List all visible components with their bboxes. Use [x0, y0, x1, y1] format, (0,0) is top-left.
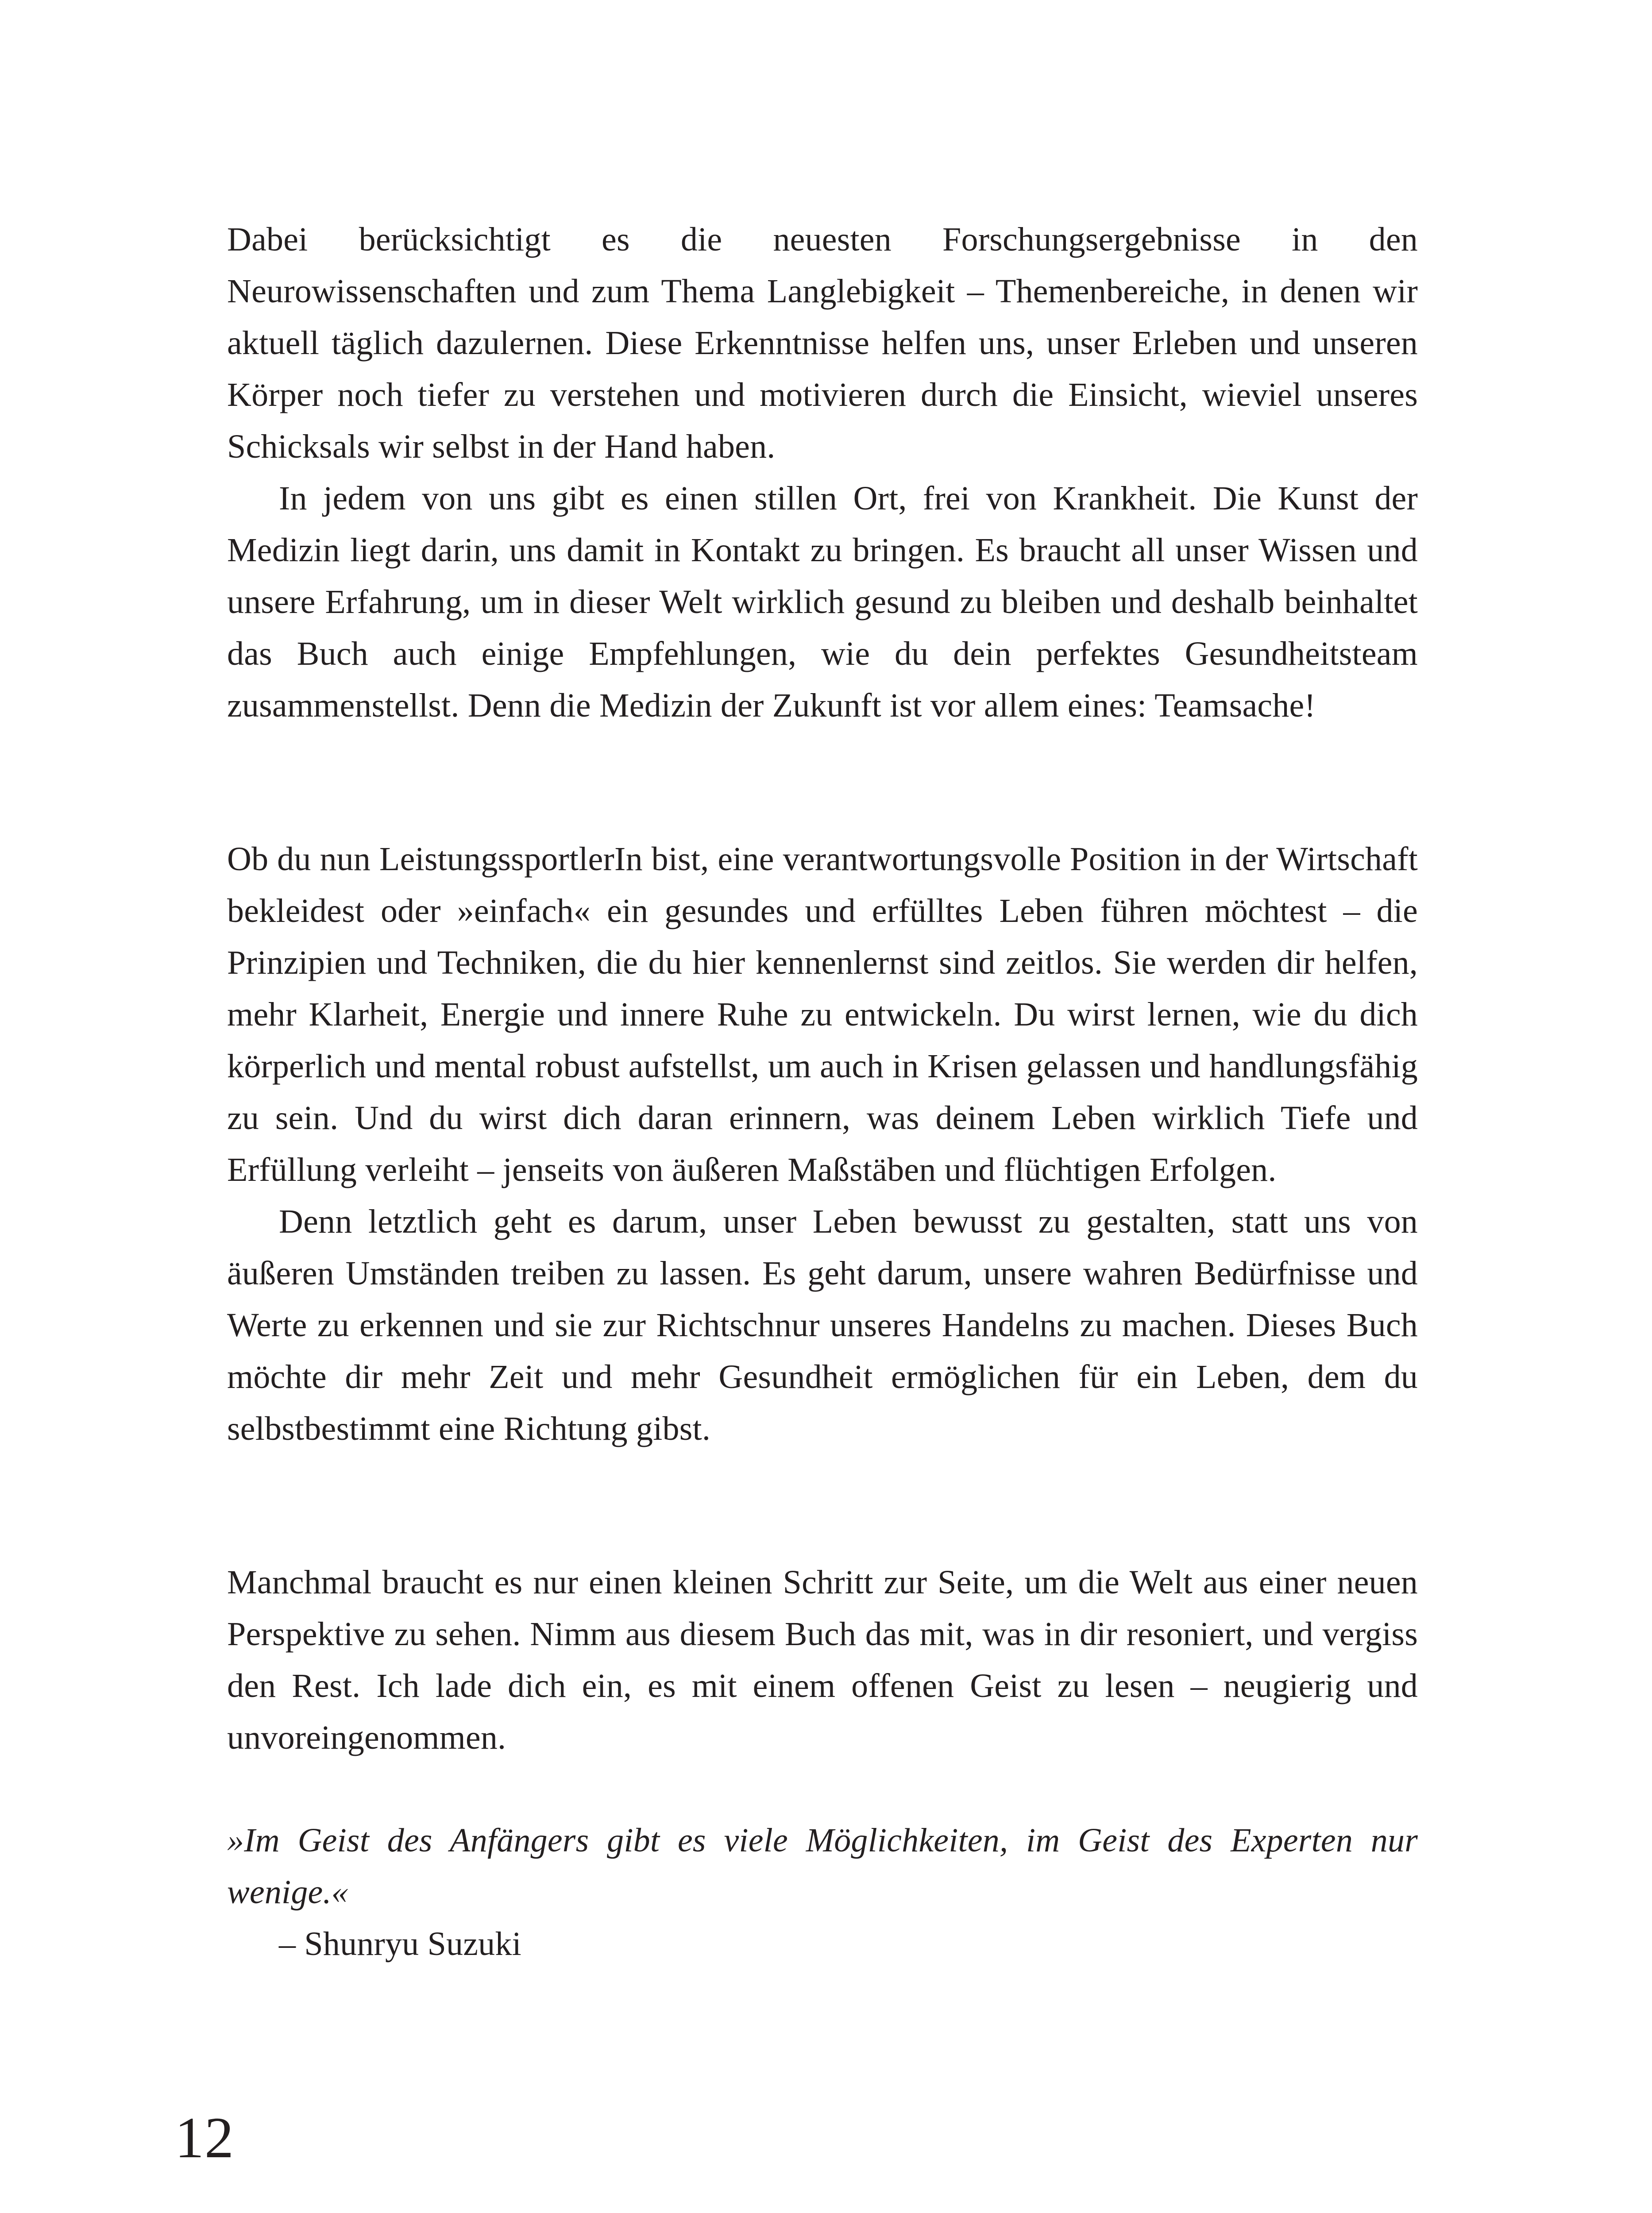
paragraph: Manchmal braucht es nur einen kleinen Schritt zur Seite, um die Welt aus einer neuen Perspektive zu sehen. Nimm aus diesem Buch das mit, was in dir resoniert, und vergiss den Rest. Ich lade dich ein, es mit einem offenen Geist zu lesen – neugierig und unvoreingenommen. [227, 1564, 1418, 1756]
quote-text: »Im Geist des Anfängers gibt es viele Möglichkeiten, im Geist des Experten nur wenige.« [227, 1822, 1418, 1911]
paragraph: Ob du nun LeistungssportlerIn bist, eine verantwortungsvolle Position in der Wirtschaft bekleidest oder »einfach« ein gesundes und erfülltes Leben führen möchtest – die Prinzipien und Techniken, die du hier kennenlernst sind zeitlos. Sie werden dir helfen, mehr Klarheit, Energie und innere Ruhe zu entwickeln. Du wirst lernen, wie du dich körperlich und mental robust aufstellst, um auch in Krisen gelassen und handlungsfähig zu sein. Und du wirst dich daran erinnern, was deinem Leben wirklich Tiefe und Erfüllung verleiht – jenseits von äußeren Maßstäben und flüchtigen Erfolgen. [227, 840, 1418, 1188]
text-section-2 [227, 833, 1418, 1455]
paragraph: Denn letztlich geht es darum, unser Leben bewusst zu gestalten, statt uns von äußeren Umständen treiben zu lassen. Es geht darum, unsere wahren Bedürfnisse und Werte zu erkennen und sie zur Richtschnur unseres Handelns zu machen. Dieses Buch möchte dir mehr Zeit und mehr Gesundheit ermöglichen für ein Leben, dem du selbstbestimmt eine Richtung gibst. [227, 1203, 1418, 1447]
text-section-3 [227, 1557, 1418, 1764]
page-number: 12 [175, 2105, 234, 2170]
paragraph: Dabei berücksichtigt es die neuesten Forschungsergebnisse in den Neurowissenschaften und zum Thema Langlebigkeit – Themenbereiche, in denen wir aktuell täglich dazulernen. Diese Erkenntnisse helfen uns, unser Erleben und unseren Körper noch tiefer zu verstehen und motivieren durch die Einsicht, wieviel unseres Schicksals wir selbst in der Hand haben. [227, 221, 1418, 465]
text-section-1 [227, 214, 1418, 732]
paragraph: In jedem von uns gibt es einen stillen Ort, frei von Krankheit. Die Kunst der Medizin liegt darin, uns damit in Kontakt zu bringen. Es braucht all unser Wissen und unsere Erfahrung, um in dieser Welt wirklich gesund zu bleiben und deshalb beinhaltet das Buch auch einige Empfehlungen, wie du dein perfektes Gesundheitsteam zusammenstellst. Denn die Medizin der Zukunft ist vor allem eines: Teamsache! [227, 480, 1418, 724]
epigraph-quote [227, 1815, 1418, 1970]
quote-author: – Shunryu Suzuki [279, 1925, 521, 1962]
